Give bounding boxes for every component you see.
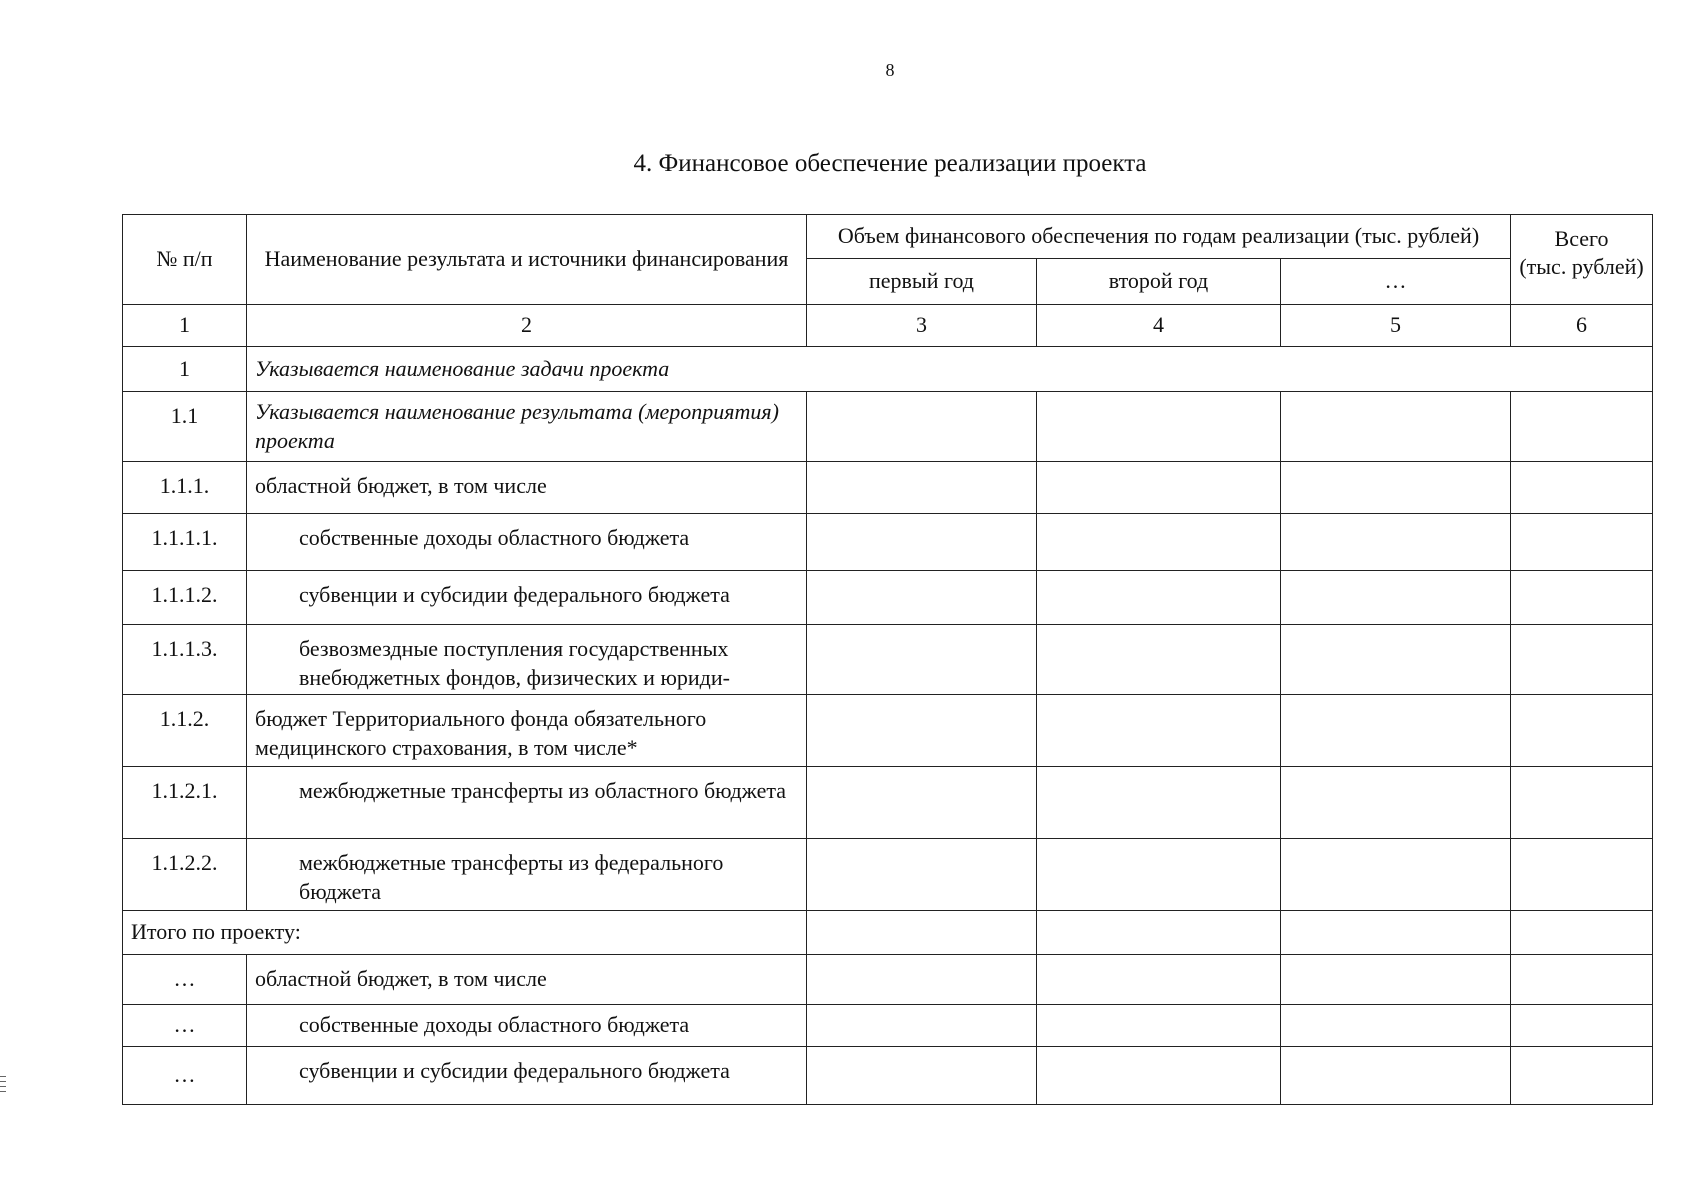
row-name: Указывается наименование задачи проекта — [247, 347, 1653, 392]
header-total-line2: (тыс. рублей) — [1519, 253, 1644, 279]
value-cell — [1281, 955, 1511, 1005]
value-cell — [807, 625, 1037, 695]
scan-edge-marks — [0, 1076, 6, 1096]
col-number-6: 6 — [1511, 305, 1653, 347]
table-row — [123, 955, 1653, 1005]
row-num: 1.1.2.1. — [123, 767, 247, 839]
section-title: 4. Финансовое обеспечение реализации проекта — [633, 150, 1147, 177]
value-cell — [1037, 955, 1281, 1005]
table-row — [123, 695, 1653, 767]
total-label: Итого по проекту: — [123, 911, 807, 955]
value-cell — [1281, 462, 1511, 514]
row-name: областной бюджет, в том числе — [247, 955, 807, 1005]
page-number: 8 — [885, 60, 895, 80]
value-cell — [1037, 625, 1281, 695]
value-cell — [1037, 462, 1281, 514]
value-cell — [1281, 1005, 1511, 1047]
row-name: субвенции и субсидии федерального бюджета — [247, 1047, 807, 1105]
value-cell — [807, 767, 1037, 839]
value-cell — [1511, 462, 1653, 514]
table-row — [123, 1005, 1653, 1047]
value-cell — [1281, 839, 1511, 911]
value-cell — [1511, 767, 1653, 839]
value-cell — [1037, 695, 1281, 767]
value-cell — [1037, 1005, 1281, 1047]
value-cell — [1511, 955, 1653, 1005]
row-num: … — [123, 1047, 247, 1105]
row-num: 1.1.1.1. — [123, 514, 247, 571]
value-cell — [1511, 695, 1653, 767]
header-year-more: … — [1281, 259, 1511, 305]
financing-table — [122, 214, 1653, 1105]
row-num: 1.1.1. — [123, 462, 247, 514]
col-number-2: 2 — [247, 305, 807, 347]
value-cell — [807, 839, 1037, 911]
value-cell — [1037, 571, 1281, 625]
value-cell — [807, 392, 1037, 462]
value-cell — [1281, 695, 1511, 767]
col-number-1: 1 — [123, 305, 247, 347]
header-year1: первый год — [807, 259, 1037, 305]
header-total-line1: Всего — [1554, 226, 1609, 251]
row-num: 1.1.2. — [123, 695, 247, 767]
value-cell — [807, 1047, 1037, 1105]
value-cell — [807, 911, 1037, 955]
row-name: межбюджетные трансферты из областного бюджета — [247, 767, 807, 839]
value-cell — [1037, 767, 1281, 839]
value-cell — [1037, 514, 1281, 571]
value-cell — [1511, 625, 1653, 695]
value-cell — [807, 695, 1037, 767]
row-num: 1.1.1.2. — [123, 571, 247, 625]
row-name: межбюджетные трансферты из федерального бюджета — [247, 839, 807, 911]
row-name: собственные доходы областного бюджета — [247, 1005, 807, 1047]
table-row — [123, 392, 1653, 462]
row-name: собственные доходы областного бюджета — [247, 514, 807, 571]
col-number-5: 5 — [1281, 305, 1511, 347]
table-row — [123, 571, 1653, 625]
row-num: 1 — [123, 347, 247, 392]
table-row — [123, 462, 1653, 514]
value-cell — [807, 955, 1037, 1005]
value-cell — [1511, 839, 1653, 911]
value-cell — [1511, 1047, 1653, 1105]
value-cell — [1511, 514, 1653, 571]
row-num: 1.1.1.3. — [123, 625, 247, 695]
header-year2: второй год — [1037, 259, 1281, 305]
value-cell — [1511, 1005, 1653, 1047]
table-row — [123, 839, 1653, 911]
value-cell — [807, 571, 1037, 625]
value-cell — [1281, 767, 1511, 839]
row-num: … — [123, 1005, 247, 1047]
header-total — [1511, 215, 1653, 305]
table-row — [123, 625, 1653, 695]
row-num: … — [123, 955, 247, 1005]
value-cell — [1037, 911, 1281, 955]
row-name: безвозмездные поступления государственных внебюджетных фондов, физических и юриди- — [247, 625, 807, 695]
value-cell — [1281, 514, 1511, 571]
value-cell — [807, 462, 1037, 514]
value-cell — [807, 1005, 1037, 1047]
row-name: бюджет Территориального фонда обязательного медицинского страхования, в том числе* — [247, 695, 807, 767]
header-num: № п/п — [123, 215, 247, 305]
value-cell — [1511, 392, 1653, 462]
value-cell — [1281, 571, 1511, 625]
table-row — [123, 767, 1653, 839]
row-name: субвенции и субсидии федерального бюджета — [247, 571, 807, 625]
row-name: областной бюджет, в том числе — [247, 462, 807, 514]
column-number-row — [123, 305, 1653, 347]
col-number-4: 4 — [1037, 305, 1281, 347]
row-num: 1.1 — [123, 392, 247, 462]
table-row — [123, 1047, 1653, 1105]
value-cell — [807, 514, 1037, 571]
value-cell — [1511, 571, 1653, 625]
value-cell — [1037, 1047, 1281, 1105]
header-volume: Объем финансового обеспечения по годам реализации (тыс. рублей) — [807, 215, 1511, 259]
value-cell — [1037, 839, 1281, 911]
value-cell — [1281, 625, 1511, 695]
row-name: Указывается наименование результата (мероприятия) проекта — [247, 392, 807, 462]
value-cell — [1037, 392, 1281, 462]
value-cell — [1511, 911, 1653, 955]
total-row — [123, 911, 1653, 955]
table-header-row — [123, 215, 1653, 259]
table-row — [123, 347, 1653, 392]
table-row — [123, 514, 1653, 571]
value-cell — [1281, 911, 1511, 955]
row-num: 1.1.2.2. — [123, 839, 247, 911]
col-number-3: 3 — [807, 305, 1037, 347]
value-cell — [1281, 1047, 1511, 1105]
header-name: Наименование результата и источники финансирования — [247, 215, 807, 305]
value-cell — [1281, 392, 1511, 462]
